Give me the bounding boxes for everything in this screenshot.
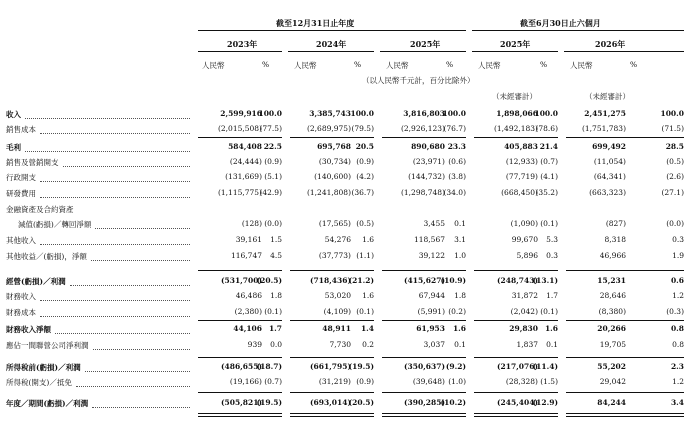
row-label: 應佔一間聯營公司淨利潤 bbox=[6, 341, 89, 350]
amount-cell: (23,971) bbox=[412, 157, 445, 166]
amount-cell: 29,830 bbox=[509, 324, 538, 333]
amount-cell: (2,015,508) bbox=[217, 124, 262, 133]
rule-gross-profit bbox=[198, 137, 282, 138]
percent-cell: (1.0) bbox=[448, 377, 466, 386]
percent-cell: 0.3 bbox=[546, 251, 558, 260]
header-rule-year bbox=[198, 30, 466, 31]
row-label: 銷售成本 bbox=[6, 125, 36, 134]
percent-cell: (35.2) bbox=[535, 188, 558, 197]
amount-cell: (28,328) bbox=[505, 377, 538, 386]
percent-cell: 22.5 bbox=[263, 142, 282, 151]
percent-cell: 0.2 bbox=[362, 340, 374, 349]
rule-period bbox=[566, 392, 684, 393]
percent-cell: 1.6 bbox=[362, 235, 374, 244]
row-label: 其他收入 bbox=[6, 236, 36, 245]
percent-cell: (19.5) bbox=[348, 362, 374, 371]
amount-cell: (11,054) bbox=[593, 157, 626, 166]
percent-cell: 1.9 bbox=[672, 251, 684, 260]
percent-cell: 0.8 bbox=[672, 340, 684, 349]
row-label: 年度／期間(虧損)／利潤 bbox=[6, 399, 89, 408]
unit-rmb-2: 人民幣 bbox=[294, 61, 317, 70]
unit-pct-3: % bbox=[446, 60, 454, 69]
percent-cell: 1.6 bbox=[544, 324, 558, 333]
leader-dots bbox=[95, 228, 190, 229]
percent-cell: (4.1) bbox=[540, 172, 558, 181]
amount-cell: 405,883 bbox=[504, 142, 538, 151]
amount-cell: (2,380) bbox=[234, 307, 262, 316]
percent-cell: 1.6 bbox=[452, 324, 466, 333]
percent-cell: 0.6 bbox=[670, 276, 684, 285]
percent-cell: (79.5) bbox=[351, 124, 374, 133]
percent-cell: 23.3 bbox=[447, 142, 466, 151]
amount-cell: (5,991) bbox=[417, 307, 445, 316]
amount-cell: (718,436) bbox=[309, 276, 351, 285]
header-rule-half bbox=[472, 30, 684, 31]
leader-dots bbox=[92, 407, 190, 408]
amount-cell: 39,122 bbox=[418, 251, 445, 260]
amount-cell: (486,655) bbox=[220, 362, 262, 371]
percent-cell: 0.3 bbox=[672, 235, 684, 244]
percent-cell: (0.6) bbox=[448, 157, 466, 166]
amount-cell: 84,244 bbox=[597, 398, 626, 407]
half-2025: 2025年 bbox=[500, 39, 531, 49]
amount-cell: 3,385,743 bbox=[309, 109, 351, 118]
table-row bbox=[0, 291, 690, 306]
rule-pretax bbox=[382, 357, 466, 358]
unit-pct-5: % bbox=[630, 60, 638, 69]
percent-cell: (21.2) bbox=[348, 276, 374, 285]
amount-cell: (2,042) bbox=[510, 307, 538, 316]
amount-cell: 39,161 bbox=[235, 235, 262, 244]
amount-cell: (4,109) bbox=[323, 307, 351, 316]
table-row bbox=[0, 109, 690, 124]
percent-cell: (0.1) bbox=[540, 307, 558, 316]
percent-cell: 100.0 bbox=[660, 109, 684, 118]
amount-cell: (144,732) bbox=[408, 172, 445, 181]
leader-dots bbox=[76, 386, 190, 387]
rule-finance-net bbox=[290, 320, 374, 321]
percent-cell: 3.4 bbox=[670, 398, 684, 407]
amount-cell: 99,670 bbox=[511, 235, 538, 244]
amount-cell: (39,648) bbox=[412, 377, 445, 386]
percent-cell: (9.2) bbox=[445, 362, 466, 371]
amount-cell: 1,898,066 bbox=[496, 109, 538, 118]
rule-period bbox=[382, 392, 466, 393]
rule-operating bbox=[566, 270, 684, 271]
percent-cell: 0.1 bbox=[546, 340, 558, 349]
double-rule-total bbox=[566, 413, 684, 417]
amount-cell: 15,231 bbox=[597, 276, 626, 285]
row-label: 研發費用 bbox=[6, 189, 36, 198]
percent-cell: (12.9) bbox=[532, 398, 558, 407]
year-2024: 2024年 bbox=[316, 39, 347, 49]
rule-gross-profit bbox=[290, 137, 374, 138]
row-label: 毛利 bbox=[6, 143, 21, 152]
amount-cell: (2,689,975) bbox=[306, 124, 351, 133]
table-row bbox=[0, 157, 690, 172]
table-row bbox=[0, 398, 690, 413]
percent-cell: (0.7) bbox=[540, 157, 558, 166]
amount-cell: 20,266 bbox=[597, 324, 626, 333]
table-row bbox=[0, 219, 690, 234]
row-label: 金融資產及合約資產 bbox=[6, 205, 74, 214]
rule-finance-net bbox=[382, 320, 466, 321]
row-label: 所得稅(開支)／抵免 bbox=[6, 378, 72, 387]
rule-operating bbox=[382, 270, 466, 271]
percent-cell: 1.2 bbox=[672, 377, 684, 386]
amount-cell: (390,285) bbox=[403, 398, 445, 407]
amount-cell: (131,669) bbox=[225, 172, 262, 181]
amount-cell: 54,276 bbox=[324, 235, 351, 244]
unit-rmb-5: 人民幣 bbox=[570, 61, 593, 70]
percent-cell: (4.2) bbox=[356, 172, 374, 181]
percent-cell: 100.0 bbox=[258, 109, 282, 118]
half-rule-2025 bbox=[472, 51, 558, 52]
table-row bbox=[0, 188, 690, 203]
amount-cell: 3,455 bbox=[423, 219, 445, 228]
amount-cell: (1,241,808) bbox=[306, 188, 351, 197]
amount-cell: (128) bbox=[241, 219, 262, 228]
amount-cell: (37,773) bbox=[318, 251, 351, 260]
percent-cell: (0.7) bbox=[264, 377, 282, 386]
amount-cell: 28,646 bbox=[599, 291, 626, 300]
percent-cell: 0.8 bbox=[670, 324, 684, 333]
percent-cell: 1.5 bbox=[270, 235, 282, 244]
table-row bbox=[0, 142, 690, 157]
rule-period bbox=[474, 392, 558, 393]
amount-cell: 584,408 bbox=[228, 142, 262, 151]
percent-cell: (76.7) bbox=[443, 124, 466, 133]
leader-dots bbox=[25, 151, 190, 152]
amount-cell: 46,486 bbox=[235, 291, 262, 300]
amount-cell: 116,747 bbox=[230, 251, 262, 260]
amount-cell: (827) bbox=[605, 219, 626, 228]
amount-cell: (668,450) bbox=[501, 188, 538, 197]
percent-cell: (0.5) bbox=[356, 219, 374, 228]
row-label: 財務成本 bbox=[6, 308, 36, 317]
percent-cell: (0.1) bbox=[264, 307, 282, 316]
amount-cell: (2,926,123) bbox=[400, 124, 445, 133]
percent-cell: 1.0 bbox=[454, 251, 466, 260]
amount-cell: (31,219) bbox=[318, 377, 351, 386]
percent-cell: 1.7 bbox=[546, 291, 558, 300]
row-label: 經營(虧損)／利潤 bbox=[6, 277, 66, 286]
percent-cell: 2.3 bbox=[670, 362, 684, 371]
percent-cell: (0.1) bbox=[356, 307, 374, 316]
percent-cell: (1.1) bbox=[356, 251, 374, 260]
percent-cell: (0.9) bbox=[356, 157, 374, 166]
year-2025: 2025年 bbox=[410, 39, 441, 49]
percent-cell: 1.8 bbox=[454, 291, 466, 300]
percent-cell: (71.5) bbox=[661, 124, 684, 133]
leader-dots bbox=[40, 244, 190, 245]
rule-pretax bbox=[566, 357, 684, 358]
percent-cell: 1.4 bbox=[360, 324, 374, 333]
amount-cell: 118,567 bbox=[413, 235, 445, 244]
unit-rmb-4: 人民幣 bbox=[478, 61, 501, 70]
leader-dots bbox=[40, 316, 190, 317]
percent-cell: 20.5 bbox=[355, 142, 374, 151]
percent-cell: (77.5) bbox=[259, 124, 282, 133]
table-row bbox=[0, 340, 690, 355]
table-row bbox=[0, 251, 690, 266]
amount-cell: (19,166) bbox=[229, 377, 262, 386]
year-rule-2023 bbox=[198, 51, 282, 52]
amount-cell: (217,076) bbox=[496, 362, 538, 371]
percent-cell: 1.6 bbox=[362, 291, 374, 300]
percent-cell: (20.5) bbox=[348, 398, 374, 407]
rule-operating bbox=[290, 270, 374, 271]
amount-cell: (30,734) bbox=[318, 157, 351, 166]
leader-dots bbox=[85, 371, 190, 372]
amount-cell: 3,037 bbox=[423, 340, 445, 349]
percent-cell: (1.5) bbox=[540, 377, 558, 386]
leader-dots bbox=[93, 349, 191, 350]
amount-cell: (245,404) bbox=[496, 398, 538, 407]
table-row bbox=[0, 172, 690, 187]
percent-cell: (0.9) bbox=[264, 157, 282, 166]
amount-cell: 67,944 bbox=[418, 291, 445, 300]
percent-cell: 1.7 bbox=[268, 324, 282, 333]
unit-rmb-3: 人民幣 bbox=[386, 61, 409, 70]
table-row bbox=[0, 324, 690, 339]
amount-cell: 890,680 bbox=[411, 142, 445, 151]
rule-gross-profit bbox=[382, 137, 466, 138]
amount-cell: 44,106 bbox=[233, 324, 262, 333]
leader-dots bbox=[91, 260, 190, 261]
rule-gross-profit bbox=[566, 137, 684, 138]
amount-cell: (64,341) bbox=[593, 172, 626, 181]
percent-cell: (78.6) bbox=[535, 124, 558, 133]
amount-cell: (1,298,748) bbox=[400, 188, 445, 197]
table-row bbox=[0, 362, 690, 377]
percent-cell: 1.2 bbox=[672, 291, 684, 300]
leader-dots bbox=[55, 333, 190, 334]
percent-cell: (0.5) bbox=[666, 157, 684, 166]
rule-finance-net bbox=[198, 320, 282, 321]
double-rule-total bbox=[474, 413, 558, 417]
amount-cell: (505,821) bbox=[220, 398, 262, 407]
percent-cell: 100.0 bbox=[534, 109, 558, 118]
amount-cell: (140,600) bbox=[314, 172, 351, 181]
amount-cell: 46,966 bbox=[599, 251, 626, 260]
rule-operating bbox=[474, 270, 558, 271]
amount-cell: 55,202 bbox=[597, 362, 626, 371]
percent-cell: (0.2) bbox=[448, 307, 466, 316]
row-label: 財務收入淨額 bbox=[6, 325, 51, 334]
unit-pct-4: % bbox=[540, 60, 548, 69]
percent-cell: (5.1) bbox=[264, 172, 282, 181]
amount-cell: (1,492,183) bbox=[493, 124, 538, 133]
percent-cell: (42.9) bbox=[259, 188, 282, 197]
amount-cell: 8,318 bbox=[604, 235, 626, 244]
amount-cell: 2,599,916 bbox=[220, 109, 262, 118]
amount-cell: 5,896 bbox=[516, 251, 538, 260]
amount-cell: (415,627) bbox=[403, 276, 445, 285]
row-label: 銷售及營銷開支 bbox=[6, 158, 59, 167]
amount-cell: (350,637) bbox=[403, 362, 445, 371]
percent-cell: (10.9) bbox=[440, 276, 466, 285]
rule-pretax bbox=[198, 357, 282, 358]
leader-dots bbox=[70, 285, 190, 286]
unaudited-2025: （未經審計） bbox=[492, 92, 537, 101]
year-rule-2024 bbox=[288, 51, 374, 52]
amount-cell: 3,816,803 bbox=[403, 109, 445, 118]
header-group-year: 截至12月31日止年度 bbox=[276, 18, 355, 28]
amount-cell: (24,444) bbox=[229, 157, 262, 166]
leader-dots bbox=[40, 300, 190, 301]
percent-cell: 0.1 bbox=[454, 219, 466, 228]
percent-cell: (0.3) bbox=[666, 307, 684, 316]
percent-cell: (11.4) bbox=[532, 362, 558, 371]
percent-cell: 3.1 bbox=[454, 235, 466, 244]
amount-cell: (693,014) bbox=[309, 398, 351, 407]
percent-cell: 0.1 bbox=[454, 340, 466, 349]
half-rule-2026 bbox=[564, 51, 684, 52]
amount-cell: (8,380) bbox=[598, 307, 626, 316]
row-label: 財務收入 bbox=[6, 292, 36, 301]
amount-cell: (77,719) bbox=[505, 172, 538, 181]
amount-cell: (1,751,783) bbox=[581, 124, 626, 133]
row-label: 行政開支 bbox=[6, 173, 36, 182]
amount-cell: 48,911 bbox=[322, 324, 351, 333]
leader-dots bbox=[63, 166, 191, 167]
amount-cell: (17,565) bbox=[318, 219, 351, 228]
percent-cell: 100.0 bbox=[442, 109, 466, 118]
leader-dots bbox=[40, 197, 190, 198]
percent-cell: 100.0 bbox=[350, 109, 374, 118]
row-label: 減值(虧損)／轉回淨額 bbox=[18, 220, 92, 229]
table-row bbox=[0, 204, 690, 219]
amount-cell: 29,042 bbox=[599, 377, 626, 386]
amount-cell: 61,953 bbox=[416, 324, 445, 333]
percent-cell: 4.5 bbox=[270, 251, 282, 260]
amount-cell: 7,730 bbox=[329, 340, 351, 349]
percent-cell: 5.3 bbox=[546, 235, 558, 244]
table-row bbox=[0, 377, 690, 392]
percent-cell: (13.1) bbox=[532, 276, 558, 285]
amount-cell: 31,872 bbox=[511, 291, 538, 300]
percent-cell: (18.7) bbox=[256, 362, 282, 371]
unit-rmb-1: 人民幣 bbox=[202, 61, 225, 70]
double-rule-total bbox=[290, 413, 374, 417]
table-row bbox=[0, 235, 690, 250]
percent-cell: (0.0) bbox=[666, 219, 684, 228]
year-rule-2025 bbox=[380, 51, 466, 52]
percent-cell: (0.0) bbox=[264, 219, 282, 228]
unaudited-2026: （未經審計） bbox=[585, 92, 630, 101]
year-2023: 2023年 bbox=[227, 39, 258, 49]
percent-cell: (27.1) bbox=[661, 188, 684, 197]
unit-pct-1: % bbox=[262, 60, 270, 69]
percent-cell: (36.7) bbox=[351, 188, 374, 197]
amount-cell: (663,323) bbox=[589, 188, 626, 197]
percent-cell: (2.6) bbox=[666, 172, 684, 181]
amount-cell: (248,743) bbox=[496, 276, 538, 285]
rule-finance-net bbox=[566, 320, 684, 321]
leader-dots bbox=[40, 133, 190, 134]
percent-cell: 0.0 bbox=[270, 340, 282, 349]
row-label: 收入 bbox=[6, 110, 21, 119]
percent-cell: (0.1) bbox=[540, 219, 558, 228]
amount-cell: (1,115,775) bbox=[217, 188, 262, 197]
amount-cell: 1,837 bbox=[516, 340, 538, 349]
rule-period bbox=[290, 392, 374, 393]
amount-cell: 19,705 bbox=[599, 340, 626, 349]
amount-cell: 2,451,275 bbox=[584, 109, 626, 118]
amount-cell: (12,933) bbox=[505, 157, 538, 166]
unit-note: （以人民幣千元計，百分比除外） bbox=[362, 76, 475, 85]
percent-cell: (0.9) bbox=[356, 377, 374, 386]
double-rule-total bbox=[198, 413, 282, 417]
half-2026: 2026年 bbox=[595, 39, 626, 49]
percent-cell: (3.8) bbox=[448, 172, 466, 181]
row-label: 其他收益／(虧損)，淨額 bbox=[6, 252, 87, 261]
amount-cell: 939 bbox=[247, 340, 262, 349]
leader-dots bbox=[25, 118, 190, 119]
percent-cell: 28.5 bbox=[665, 142, 684, 151]
unit-pct-2: % bbox=[354, 60, 362, 69]
rule-period bbox=[198, 392, 282, 393]
percent-cell: (20.5) bbox=[256, 276, 282, 285]
amount-cell: 695,768 bbox=[317, 142, 351, 151]
percent-cell: (34.0) bbox=[443, 188, 466, 197]
amount-cell: (1,090) bbox=[510, 219, 538, 228]
rule-operating bbox=[198, 270, 282, 271]
amount-cell: (531,700) bbox=[220, 276, 262, 285]
percent-cell: (19.5) bbox=[256, 398, 282, 407]
amount-cell: 53,020 bbox=[324, 291, 351, 300]
amount-cell: (661,795) bbox=[309, 362, 351, 371]
percent-cell: (10.2) bbox=[440, 398, 466, 407]
rule-pretax bbox=[474, 357, 558, 358]
table-row bbox=[0, 276, 690, 291]
header-group-half: 截至6月30日止六個月 bbox=[520, 18, 601, 28]
percent-cell: 1.8 bbox=[270, 291, 282, 300]
rule-gross-profit bbox=[474, 137, 558, 138]
leader-dots bbox=[40, 181, 190, 182]
rule-finance-net bbox=[474, 320, 558, 321]
amount-cell: 699,492 bbox=[592, 142, 626, 151]
rule-pretax bbox=[290, 357, 374, 358]
row-label: 所得稅前(虧損)／利潤 bbox=[6, 363, 81, 372]
percent-cell: 21.4 bbox=[539, 142, 558, 151]
double-rule-total bbox=[382, 413, 466, 417]
